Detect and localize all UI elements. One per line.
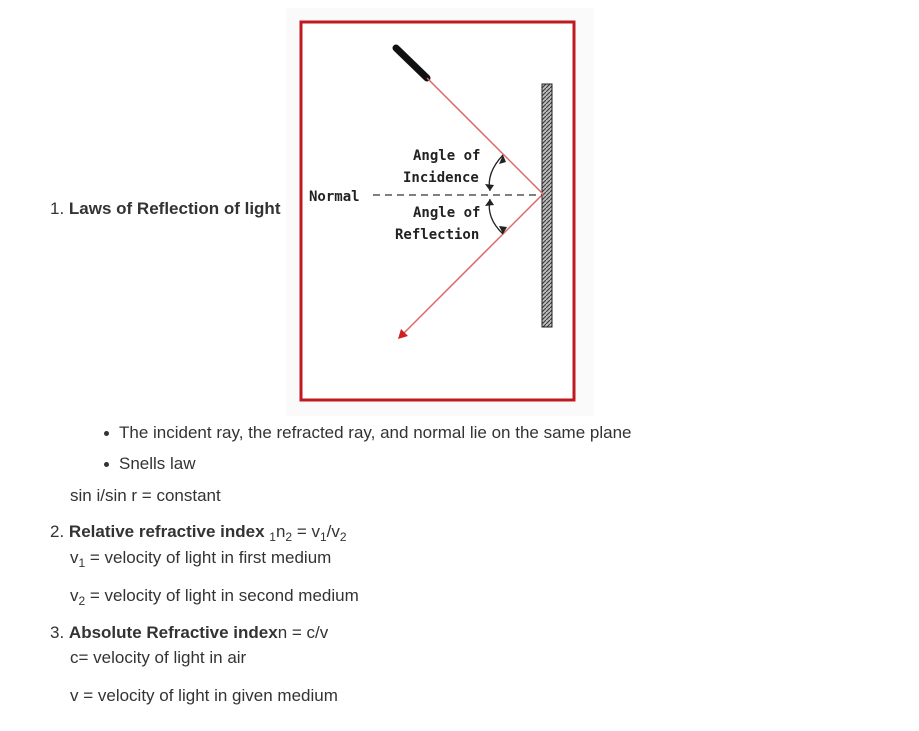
label-normal: Normal xyxy=(309,189,360,205)
relative-index-formula xyxy=(269,522,347,544)
list-item-laws-of-reflection xyxy=(50,199,280,219)
bullet-item-plane: The incident ray, the refracted ray, and normal lie on the same plane xyxy=(119,423,632,442)
list-number: 2. xyxy=(50,522,65,541)
definition-text: = velocity of light in second medium xyxy=(85,586,359,605)
list-number: 1. xyxy=(50,199,65,218)
label-incidence-1: Angle of xyxy=(413,148,481,164)
formula-n: n xyxy=(275,522,286,541)
definition-c: c= velocity of light in air xyxy=(70,648,247,667)
list-item-relative-index xyxy=(50,522,347,542)
absolute-index-formula: n = c/v xyxy=(277,623,329,642)
var-subscript: 2 xyxy=(78,594,86,608)
list-item-absolute-index xyxy=(50,623,328,643)
list-item-title: Absolute Refractive index xyxy=(68,623,278,642)
mirror xyxy=(542,84,552,327)
definition-v: v = velocity of light in given medium xyxy=(70,686,338,705)
formula-subscript: 2 xyxy=(339,530,347,544)
formula-subscript: 2 xyxy=(285,530,293,544)
var-v: v xyxy=(70,548,79,567)
bullet-dot xyxy=(104,462,109,467)
list-item-title: Laws of Reflection of light xyxy=(68,199,281,218)
formula-slash: /v xyxy=(326,522,340,541)
formula-subscript: 1 xyxy=(319,530,327,544)
formula-eq: = v xyxy=(292,522,320,541)
label-reflection-1: Angle of xyxy=(413,205,481,221)
label-incidence-2: Incidence xyxy=(403,170,479,186)
bullet-item-snells-law: Snells law xyxy=(119,454,196,473)
bullet-dot xyxy=(104,431,109,436)
var-v: v xyxy=(70,586,79,605)
var-subscript: 1 xyxy=(78,556,86,570)
list-item-title: Relative refractive index xyxy=(68,522,265,541)
definition-text: = velocity of light in first medium xyxy=(85,548,332,567)
list-number: 3. xyxy=(50,623,65,642)
definition-v1 xyxy=(70,548,331,568)
reflection-diagram xyxy=(286,8,594,416)
formula-subscript: 1 xyxy=(269,530,276,544)
definition-v2 xyxy=(70,586,359,606)
label-reflection-2: Reflection xyxy=(395,227,480,243)
snell-formula: sin i/sin r = constant xyxy=(70,486,221,505)
